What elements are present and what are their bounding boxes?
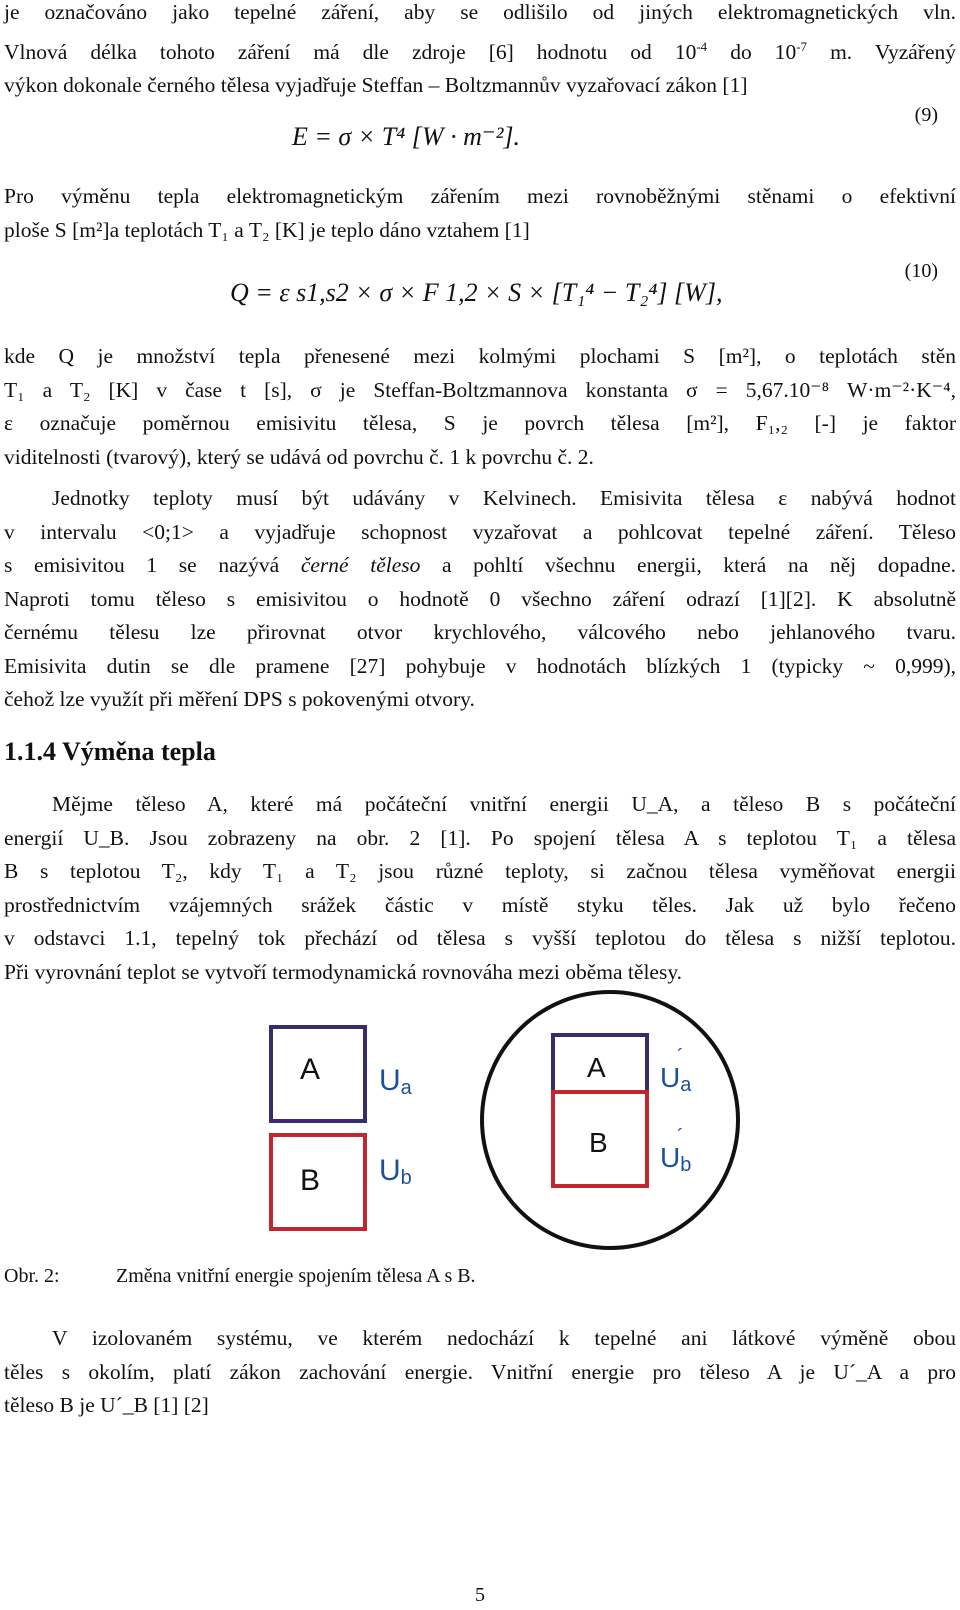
para3-line-1: kde Q je množství tepla přenesené mezi kolmými plochami S [m²], o teplotách stěn [4,344,956,368]
para4-line-4: Naproti tomu těleso s emisivitou o hodnotě 0 všechno záření odrazí [1][2]. K absolutně [4,586,956,611]
para2-line-2: ploše S [m²]a teplotách T₁ a T₂ [K] je teplo dáno vztahem [1] [4,217,530,242]
para3-line-3: ε označuje poměrnou emisivitu tělesa, S je povrch tělesa [m²], F₁,₂ [-] je faktor [4,411,956,435]
paragraph-variables [4,340,956,474]
para3-line-4: viditelnosti (tvarový), který se udává od povrchu č. 1 k povrchu č. 2. [4,444,594,469]
para4-line-7: čehož lze využít při měření DPS s pokovenými otvory. [4,687,475,711]
left-ub-label: Ub [379,1154,412,1189]
para2-line-1: Pro výměnu tepla elektromagnetickým zářením mezi rovnoběžnými stěnami o efektivní [4,184,956,208]
equation-10-number: (10) [904,260,938,282]
para5-line-3: B s teplotou T₂, kdy T₁ a T₂ jsou různé teploty, si začnou tělesa vyměňovat energii [4,859,956,883]
para5-line-6: Při vyrovnání teplot se vytvoří termodynamická rovnováha mezi oběma tělesy. [4,959,683,984]
enclosure-circle [482,992,738,1248]
figure-energy-diagram [0,985,960,1255]
intro-line-3: výkon dokonale černého tělesa vyjadřuje Steffan – Boltzmannův vyzařovací zákon [1] [4,73,748,98]
paragraph-isolated-system [4,1322,956,1423]
para5-line-4: prostřednictvím vzájemných srážek částic v místě styku těles. Jak už bylo řečeno [4,892,956,917]
equation-10: Q = ε s1,s2 × σ × F 1,2 × S × [T₁⁴ − T₂⁴] [W], [230,278,723,307]
para4-line-6: Emisivita dutin se dle pramene [27] pohybuje v hodnotách blízkých 1 (typicky ~ 0,999), [4,653,956,678]
para4-line-3: s emisivitou 1 se nazývá černé těleso a pohltí všechnu energii, která na něj dopadne. [4,553,956,577]
left-label-b: B [300,1164,321,1197]
para5-line-5: v odstavci 1.1, tepelný tok přechází od tělesa s vyšší teplotou do tělesa s nižší teplotou. [4,926,956,950]
para4-line-1: Jednotky teploty musí být udávány v Kelvinech. Emisivita tělesa ε nabývá hodnot [52,486,956,510]
figure-caption [4,1265,476,1288]
para3-line-2: T₁ a T₂ [K] v čase t [s], σ je Steffan-Boltzmannova konstanta σ = 5,67.10⁻⁸ W·m⁻²·K⁻⁴, [4,377,956,402]
right-ub-label: Ub [660,1142,692,1176]
equation-9-number: (9) [914,104,938,126]
para4-line-5: černému tělesu lze přirovnat otvor krychlového, válcového nebo jehlanového tvaru. [4,620,956,644]
right-label-a: A [587,1052,606,1083]
section-heading: 1.1.4 Výměna tepla [4,737,216,766]
para6-line-3: těleso B je U´_B [1] [2] [4,1393,209,1417]
intro-line-2: Vlnová délka tohoto záření má dle zdroje [6] hodnotu od $10^{-4}$ do $10^{-7}$ m. Vyzářený [4,38,956,64]
right-ub-prime: ´ [677,1126,684,1148]
paragraph-heat-exchange [4,788,956,989]
right-label-b: B [589,1127,608,1158]
para4-line-2: v intervalu <0;1> a vyjadřuje schopnost vyzařovat a pohlcovat tepelné záření. Těleso [4,519,956,544]
caption-text: Změna vnitřní energie spojením tělesa A s B. [116,1265,476,1287]
page-number: 5 [475,1584,485,1606]
caption-label: Obr. 2: [4,1265,60,1287]
left-label-a: A [300,1053,321,1086]
intro-line-1: je označováno jako tepelné záření, aby se odlišilo od jiných elektromagnetických vln. [4,0,956,24]
right-ua-prime: ´ [677,1046,684,1068]
equation-9: E = σ × T⁴ [W · m⁻²]. [292,122,520,151]
intro-paragraph [4,0,956,103]
para5-line-2: energií U_B. Jsou zobrazeny na obr. 2 [1]. Po spojení tělesa A s teplotou T₁ a tělesa [4,825,956,850]
left-ua-label: Ua [379,1064,412,1099]
right-ua-label: Ua [660,1062,692,1096]
para5-line-1: Mějme těleso A, které má počáteční vnitřní energii U_A, a těleso B s počáteční [52,792,956,816]
paragraph-emissivity [4,482,956,717]
paragraph-radiation-exchange [4,180,956,247]
para6-line-1: V izolovaném systému, ve kterém nedochází k tepelné ani látkové výměně obou [52,1326,956,1350]
para6-line-2: těles s okolím, platí zákon zachování energie. Vnitřní energie pro těleso A je U´_A a pro [4,1359,956,1384]
